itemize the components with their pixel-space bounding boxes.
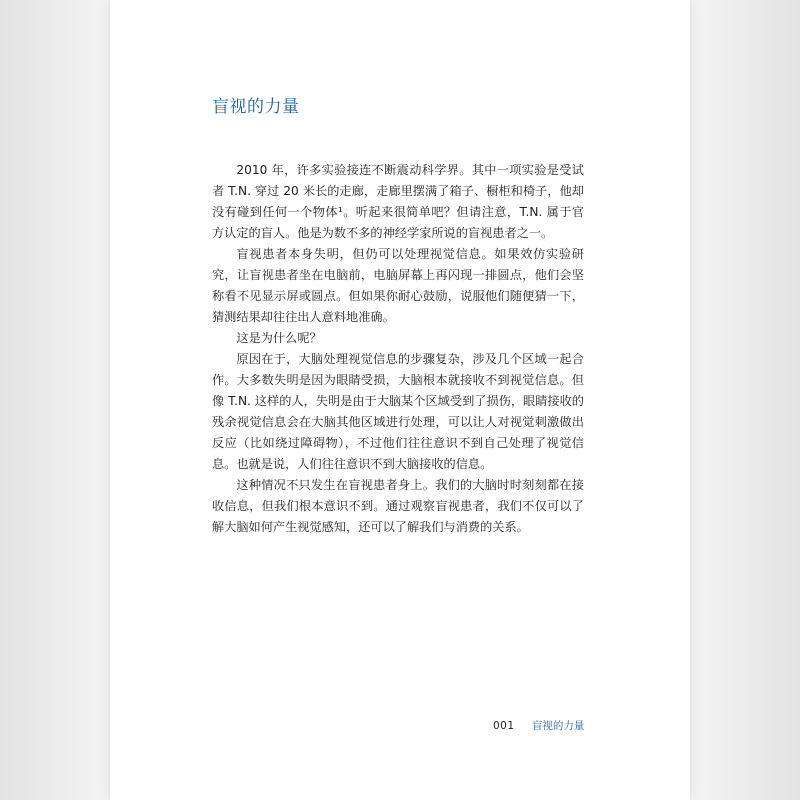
paragraph-2: 盲视患者本身失明，但仍可以处理视觉信息。如果效仿实验研究，让盲视患者坐在电脑前，电脑屏幕上再闪现一排圆点，他们会坚称看不见显示屏或圆点。但如果你耐心鼓励，说服他们随便猜一下，猜测结果却往往出人意料地准确。 xyxy=(212,247,584,324)
chapter-title: 盲视的力量 xyxy=(212,97,300,117)
paragraph-5: 这种情况不只发生在盲视患者身上。我们的大脑时时刻刻都在接收信息，但我们根本意识不到。通过观察盲视患者，我们不仅可以了解大脑如何产生视觉感知，还可以了解我们与消费的关系。 xyxy=(212,478,584,534)
paragraph-1: 2010 年，许多实验接连不断震动科学界。其中一项实验是受试者 T.N. 穿过 20 米长的走廊，走廊里摆满了箱子、橱柜和椅子，他却没有碰到任何一个物体¹。听起来很简单吧？但请注意，T.N. 属于官方认定的盲人。他是为数不多的神经学家所说的盲视患者之一。 xyxy=(212,163,584,240)
paragraph-4: 原因在于，大脑处理视觉信息的步骤复杂，涉及几个区域一起合作。大多数失明是因为眼睛受损，大脑根本就接收不到视觉信息。但像 T.N. 这样的人，失明是由于大脑某个区域受到了损伤，眼睛接收的残余视觉信息会在大脑其他区域进行处理，可以让人对视觉刺激做出反应（比如绕过障碍物），不过他们往往意识不到自己处理了视觉信息。也就是说，人们往往意识不到大脑接收的信息。 xyxy=(212,352,584,471)
page-body xyxy=(212,160,584,538)
page-number: 001 xyxy=(493,720,515,732)
book-page xyxy=(110,0,690,800)
running-head: 盲视的力量 xyxy=(531,720,585,732)
page-footer xyxy=(493,718,584,733)
paragraph-3: 这是为什么呢？ xyxy=(236,331,322,345)
